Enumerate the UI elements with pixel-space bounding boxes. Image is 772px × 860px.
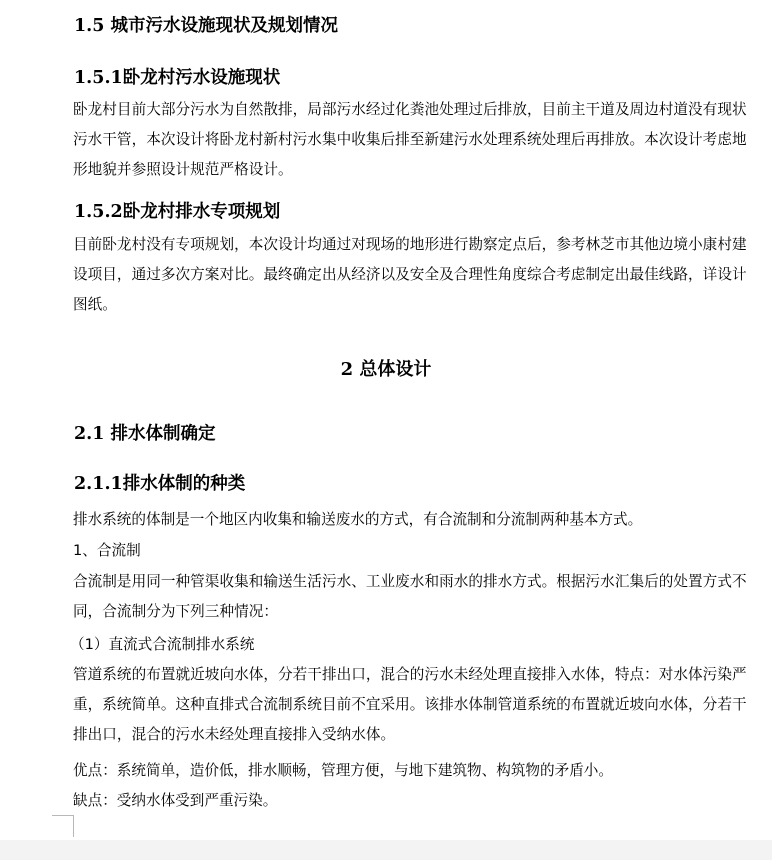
list-subitem-direct-flow: （1）直流式合流制排水系统 <box>70 636 255 653</box>
section-1-5-2-paragraph: 目前卧龙村没有专项规划，本次设计均通过对现场的地形进行勘察定点后，参考林芝市其他边境小康村建设项目，通过多次方案对比。最终确定出从经济以及安全及合理性角度综合考虑制定出最佳线路，详设计图纸。 <box>73 236 747 313</box>
bottom-bar <box>0 840 772 860</box>
section-2-1-1-heading: 2.1.1排水体制的种类 <box>74 474 246 494</box>
section-2-1-heading: 2.1 排水体制确定 <box>74 424 216 444</box>
list-item-combined-system: 1、合流制 <box>73 542 141 559</box>
section-1-5-1-paragraph: 卧龙村目前大部分污水为自然散排，局部污水经过化粪池处理过后排放，目前主干道及周边村道没有现状污水干管，本次设计将卧龙村新村污水集中收集后排至新建污水处理系统处理后再排放。本次设计考虑地形地貌并参照设计规范严格设计。 <box>73 101 747 178</box>
section-2-1-1-intro: 排水系统的体制是一个地区内收集和输送废水的方式，有合流制和分流制两种基本方式。 <box>73 511 643 528</box>
section-1-5-heading: 1.5 城市污水设施现状及规划情况 <box>74 16 339 36</box>
page-corner-mark <box>52 815 74 837</box>
combined-system-paragraph: 合流制是用同一种管渠收集和输送生活污水、工业废水和雨水的排水方式。根据污水汇集后的处置方式不同，合流制分为下列三种情况： <box>73 573 747 620</box>
direct-flow-paragraph: 管道系统的布置就近坡向水体，分若干排出口，混合的污水未经处理直接排入水体，特点：对水体污染严重，系统简单。这种直排式合流制系统目前不宜采用。该排水体制管道系统的布置就近坡向水体，分若干排出口，混合的污水未经处理直接排入受纳水体。 <box>73 666 747 743</box>
section-1-5-1-heading: 1.5.1卧龙村污水设施现状 <box>74 68 281 88</box>
disadvantages-line: 缺点：受纳水体受到严重污染。 <box>73 792 278 809</box>
section-1-5-2-heading: 1.5.2卧龙村排水专项规划 <box>74 202 281 222</box>
chapter-2-heading: 2 总体设计 <box>340 359 432 380</box>
advantages-line: 优点：系统简单，造价低，排水顺畅，管理方便，与地下建筑物、构筑物的矛盾小。 <box>73 762 613 779</box>
